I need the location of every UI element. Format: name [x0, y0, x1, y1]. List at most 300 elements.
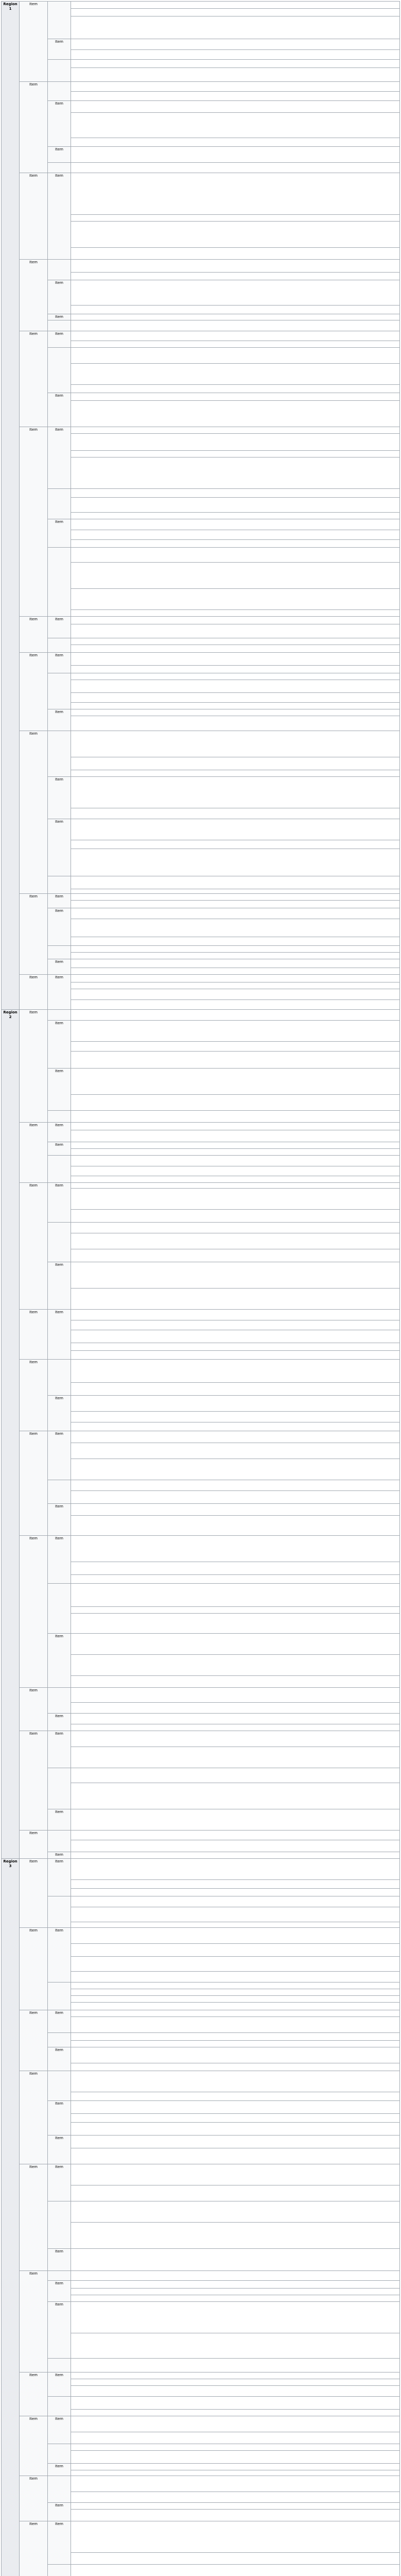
subgroup-name: Item: [48, 1928, 71, 1982]
content-cell: [71, 1852, 400, 1859]
content-cell: [71, 548, 400, 563]
content-cell: [71, 1982, 400, 1989]
table-row: [2, 1504, 400, 1516]
content-cell: [71, 1042, 400, 1052]
content-cell: [71, 2289, 400, 2295]
subgroup-name: [48, 2, 71, 39]
content-cell: [71, 1972, 400, 1982]
content-cell: [71, 919, 400, 937]
content-cell: [71, 2071, 400, 2092]
content-cell: [71, 624, 400, 638]
subgroup-name: [48, 638, 71, 653]
table-row: [2, 1536, 400, 1562]
table-row: [2, 1360, 400, 1383]
content-cell: [71, 2470, 400, 2476]
content-cell: [71, 1714, 400, 1724]
subgroup-name: Item: [48, 959, 71, 975]
subgroup-name: Item: [48, 1504, 71, 1536]
table-row: [2, 1480, 400, 1491]
content-cell: [71, 1351, 400, 1360]
subgroup-name: Item: [48, 427, 71, 489]
content-cell: [71, 2010, 400, 2017]
content-cell: [71, 1223, 400, 1233]
content-cell: [71, 147, 400, 163]
subgroup-name: [48, 673, 71, 709]
content-cell: [71, 653, 400, 666]
subgroup-name: [48, 548, 71, 617]
table-row: [2, 894, 400, 901]
subgroup-name: [48, 60, 71, 82]
table-row: [2, 1111, 400, 1123]
content-cell: [71, 2359, 400, 2372]
content-cell: [71, 2017, 400, 2033]
content-cell: [71, 946, 400, 953]
table-row: [2, 2476, 400, 2492]
content-cell: [71, 68, 400, 82]
table-row: [2, 1831, 400, 1840]
subgroup-name: [48, 1223, 71, 1262]
content-cell: [71, 703, 400, 709]
content-cell: [71, 457, 400, 489]
content-cell: [71, 1768, 400, 1783]
table-row: [2, 819, 400, 840]
subgroup-name: [48, 2359, 71, 2372]
subgroup-name: [48, 489, 71, 519]
table-row: [2, 1142, 400, 1149]
content-cell: [71, 82, 400, 92]
table-row: [2, 1852, 400, 1859]
table-row: [2, 2302, 400, 2333]
content-cell: [71, 1607, 400, 1614]
subgroup-name: [48, 731, 71, 777]
content-cell: [71, 953, 400, 959]
content-cell: [71, 589, 400, 610]
table-row: [2, 548, 400, 563]
content-cell: [71, 2521, 400, 2553]
table-row: [2, 1714, 400, 1724]
content-cell: [71, 1111, 400, 1123]
content-cell: [71, 16, 400, 39]
table-row: [2, 1634, 400, 1655]
table-row: [2, 2033, 400, 2041]
content-cell: [71, 1944, 400, 1957]
table-row: [2, 959, 400, 968]
content-cell: [71, 50, 400, 60]
subgroup-name: [48, 1982, 71, 2010]
table-row: [2, 39, 400, 50]
region-name: Region 3: [2, 1859, 20, 2576]
subgroup-name: Item: [48, 1731, 71, 1768]
content-cell: [71, 2565, 400, 2576]
content-cell: [71, 908, 400, 919]
table-row: [2, 2071, 400, 2092]
table-row: [2, 163, 400, 173]
content-cell: [71, 1412, 400, 1422]
content-cell: [71, 1480, 400, 1491]
content-cell: [71, 1989, 400, 1996]
table-row: [2, 1310, 400, 1320]
content-cell: [71, 2003, 400, 2010]
content-cell: [71, 489, 400, 498]
subgroup-name: [48, 1896, 71, 1928]
content-cell: [71, 215, 400, 222]
content-cell: [71, 2503, 400, 2510]
subgroup-name: Item: [48, 1183, 71, 1223]
table-row: [2, 1431, 400, 1443]
content-cell: [71, 2302, 400, 2333]
table-row: [2, 348, 400, 364]
subgroup-name: Item: [48, 147, 71, 163]
subgroup-name: Item: [48, 1809, 71, 1831]
content-cell: [71, 989, 400, 1000]
content-cell: [71, 2553, 400, 2565]
subgroup-name: Item: [48, 1123, 71, 1142]
table-row: [2, 1809, 400, 1831]
subgroup-name: Item: [48, 393, 71, 427]
content-cell: [71, 498, 400, 513]
table-row: [2, 653, 400, 666]
subgroup-name: Item: [48, 173, 71, 260]
content-cell: [71, 2432, 400, 2444]
content-cell: [71, 348, 400, 364]
content-cell: [71, 2201, 400, 2223]
content-cell: [71, 716, 400, 731]
table-row: [2, 2249, 400, 2271]
group-name: Item: [20, 1010, 48, 1123]
table-row: [2, 1731, 400, 1747]
content-cell: [71, 1584, 400, 1607]
subgroup-name: Item: [48, 2101, 71, 2136]
table-row: [2, 173, 400, 215]
content-cell: [71, 2063, 400, 2071]
table-row: [2, 1156, 400, 1166]
content-cell: [71, 2092, 400, 2101]
content-cell: [71, 982, 400, 989]
content-cell: [71, 101, 400, 113]
content-cell: [71, 680, 400, 693]
table-row: [2, 1928, 400, 1944]
content-cell: [71, 1383, 400, 1396]
content-cell: [71, 1142, 400, 1149]
content-cell: [71, 2295, 400, 2302]
content-cell: [71, 1889, 400, 1896]
table-row: [2, 1223, 400, 1233]
content-cell: [71, 1149, 400, 1156]
subgroup-name: Item: [48, 908, 71, 946]
content-cell: [71, 2386, 400, 2397]
content-cell: [71, 1422, 400, 1431]
subgroup-name: [48, 2033, 71, 2047]
content-cell: [71, 364, 400, 385]
subgroup-name: Item: [48, 39, 71, 60]
content-cell: [71, 248, 400, 260]
table-row: [2, 2464, 400, 2470]
table-row: [2, 393, 400, 401]
group-name: Item: [20, 731, 48, 894]
table-row: [2, 2565, 400, 2576]
table-row: [2, 975, 400, 982]
content-cell: [71, 1783, 400, 1809]
subgroup-name: [48, 1688, 71, 1714]
content-cell: [71, 2101, 400, 2114]
content-cell: [71, 731, 400, 757]
content-cell: [71, 2416, 400, 2432]
content-cell: [71, 901, 400, 908]
subgroup-name: [48, 163, 71, 173]
table-row: [2, 2503, 400, 2510]
region-table: [1, 1, 400, 2576]
content-cell: [71, 1907, 400, 1922]
content-cell: [71, 2510, 400, 2521]
content-cell: [71, 260, 400, 273]
table-row: [2, 2521, 400, 2553]
content-cell: [71, 1655, 400, 1676]
table-row: [2, 280, 400, 306]
subgroup-name: Item: [48, 2521, 71, 2565]
subgroup-name: Item: [48, 1069, 71, 1111]
table-row: [2, 2, 400, 9]
content-cell: [71, 1176, 400, 1183]
content-cell: [71, 1504, 400, 1516]
content-cell: [71, 1614, 400, 1634]
content-cell: [71, 2223, 400, 2249]
table-row: [2, 147, 400, 163]
content-cell: [71, 975, 400, 982]
table-row: [2, 519, 400, 530]
subgroup-name: Item: [48, 1431, 71, 1480]
content-cell: [71, 673, 400, 680]
content-cell: [71, 1676, 400, 1688]
subgroup-name: Item: [48, 314, 71, 320]
table-row: [2, 1396, 400, 1412]
content-cell: [71, 2464, 400, 2470]
content-cell: [71, 819, 400, 840]
group-name: Item: [20, 975, 48, 1010]
content-cell: [71, 1166, 400, 1176]
table-row: [2, 2416, 400, 2432]
content-cell: [71, 9, 400, 16]
content-cell: [71, 777, 400, 808]
table-row: [2, 1896, 400, 1907]
content-cell: [71, 1289, 400, 1310]
content-cell: [71, 1123, 400, 1130]
subgroup-name: [48, 2444, 71, 2464]
table-row: [2, 1123, 400, 1130]
content-cell: [71, 314, 400, 320]
subgroup-name: Item: [48, 2136, 71, 2164]
table-row: [2, 1010, 400, 1021]
content-cell: [71, 1000, 400, 1010]
subgroup-name: Item: [48, 1714, 71, 1731]
content-cell: [71, 1310, 400, 1320]
content-cell: [71, 2379, 400, 2386]
content-cell: [71, 2164, 400, 2185]
subgroup-name: [48, 1480, 71, 1504]
table-row: [2, 82, 400, 92]
content-cell: [71, 1130, 400, 1142]
content-cell: [71, 1575, 400, 1584]
content-cell: [71, 1052, 400, 1069]
content-cell: [71, 173, 400, 215]
table-row: [2, 617, 400, 624]
subgroup-name: [48, 2271, 71, 2281]
content-cell: [71, 1996, 400, 2003]
table-row: [2, 2271, 400, 2281]
table-body: [2, 2, 400, 2576]
content-cell: [71, 617, 400, 624]
subgroup-name: Item: [48, 2503, 71, 2521]
content-cell: [71, 138, 400, 147]
subgroup-name: Item: [48, 2302, 71, 2359]
group-name: Item: [20, 1859, 48, 1928]
group-name: Item: [20, 331, 48, 427]
content-cell: [71, 2281, 400, 2289]
content-cell: [71, 2410, 400, 2416]
content-cell: [71, 1634, 400, 1655]
subgroup-name: [48, 1768, 71, 1809]
content-cell: [71, 2451, 400, 2464]
subgroup-name: Item: [48, 1852, 71, 1859]
content-cell: [71, 306, 400, 314]
content-cell: [71, 693, 400, 703]
subgroup-name: Item: [48, 1262, 71, 1310]
content-cell: [71, 280, 400, 306]
table-row: [2, 260, 400, 273]
table-row: [2, 320, 400, 331]
content-cell: [71, 427, 400, 434]
content-cell: [71, 1343, 400, 1351]
content-cell: [71, 2397, 400, 2410]
subgroup-name: Item: [48, 709, 71, 731]
content-cell: [71, 2372, 400, 2379]
content-cell: [71, 2249, 400, 2271]
content-cell: [71, 2123, 400, 2136]
content-cell: [71, 1330, 400, 1343]
content-cell: [71, 2185, 400, 2201]
subgroup-name: Item: [48, 2010, 71, 2033]
content-cell: [71, 2114, 400, 2123]
group-name: Item: [20, 1360, 48, 1431]
content-cell: [71, 638, 400, 645]
content-cell: [71, 2476, 400, 2492]
content-cell: [71, 645, 400, 653]
content-cell: [71, 1021, 400, 1042]
content-cell: [71, 1360, 400, 1383]
content-cell: [71, 959, 400, 968]
content-cell: [71, 770, 400, 777]
content-cell: [71, 60, 400, 68]
subgroup-name: Item: [48, 1310, 71, 1360]
content-cell: [71, 451, 400, 457]
table-row: [2, 946, 400, 953]
subgroup-name: [48, 1831, 71, 1852]
subgroup-name: Item: [48, 1142, 71, 1156]
subgroup-name: [48, 320, 71, 331]
subgroup-name: Item: [48, 1021, 71, 1069]
region-name: Region 1: [2, 2, 20, 1010]
table-row: [2, 314, 400, 320]
content-cell: [71, 563, 400, 589]
content-cell: [71, 666, 400, 673]
table-row: [2, 2136, 400, 2148]
subgroup-name: Item: [48, 2416, 71, 2444]
subgroup-name: [48, 1010, 71, 1021]
subgroup-name: [48, 876, 71, 894]
table-row: [2, 1021, 400, 1042]
region-name: Region 2: [2, 1010, 20, 1859]
content-cell: [71, 341, 400, 348]
subgroup-name: Item: [48, 617, 71, 638]
content-cell: [71, 2148, 400, 2164]
content-cell: [71, 540, 400, 548]
subgroup-name: [48, 260, 71, 280]
table-row: [2, 777, 400, 808]
group-name: Item: [20, 2372, 48, 2416]
content-cell: [71, 1189, 400, 1210]
group-name: Item: [20, 1123, 48, 1183]
table-row: [2, 1688, 400, 1703]
content-cell: [71, 2, 400, 9]
content-cell: [71, 808, 400, 819]
table-row: [2, 2047, 400, 2063]
subgroup-name: Item: [48, 894, 71, 908]
subgroup-name: Item: [48, 819, 71, 876]
subgroup-name: Item: [48, 101, 71, 147]
content-cell: [71, 1396, 400, 1412]
table-row: [2, 2164, 400, 2185]
group-name: Item: [20, 2476, 48, 2521]
group-name: Item: [20, 1536, 48, 1688]
table-row: [2, 731, 400, 757]
group-name: Item: [20, 2164, 48, 2271]
content-cell: [71, 1210, 400, 1223]
content-cell: [71, 1880, 400, 1889]
content-cell: [71, 849, 400, 876]
table-row: [2, 1262, 400, 1289]
content-cell: [71, 2136, 400, 2148]
content-cell: [71, 1703, 400, 1714]
content-cell: [71, 1069, 400, 1095]
subgroup-name: Item: [48, 975, 71, 1010]
content-cell: [71, 1249, 400, 1262]
content-cell: [71, 530, 400, 540]
content-cell: [71, 709, 400, 716]
table-row: [2, 1859, 400, 1880]
content-cell: [71, 2047, 400, 2063]
content-cell: [71, 1859, 400, 1880]
subgroup-name: [48, 1111, 71, 1123]
content-cell: [71, 1922, 400, 1928]
content-cell: [71, 1928, 400, 1944]
content-cell: [71, 1731, 400, 1747]
content-cell: [71, 1010, 400, 1021]
content-cell: [71, 401, 400, 427]
subgroup-name: Item: [48, 1634, 71, 1688]
subgroup-name: Item: [48, 1536, 71, 1584]
group-name: Item: [20, 653, 48, 731]
content-cell: [71, 92, 400, 101]
content-cell: [71, 222, 400, 248]
table-row: [2, 2101, 400, 2114]
table-row: [2, 331, 400, 341]
content-cell: [71, 331, 400, 341]
content-cell: [71, 1896, 400, 1907]
table-row: [2, 2444, 400, 2451]
subgroup-name: Item: [48, 1396, 71, 1431]
subgroup-name: [48, 1584, 71, 1634]
subgroup-name: Item: [48, 777, 71, 819]
table-row: [2, 101, 400, 113]
